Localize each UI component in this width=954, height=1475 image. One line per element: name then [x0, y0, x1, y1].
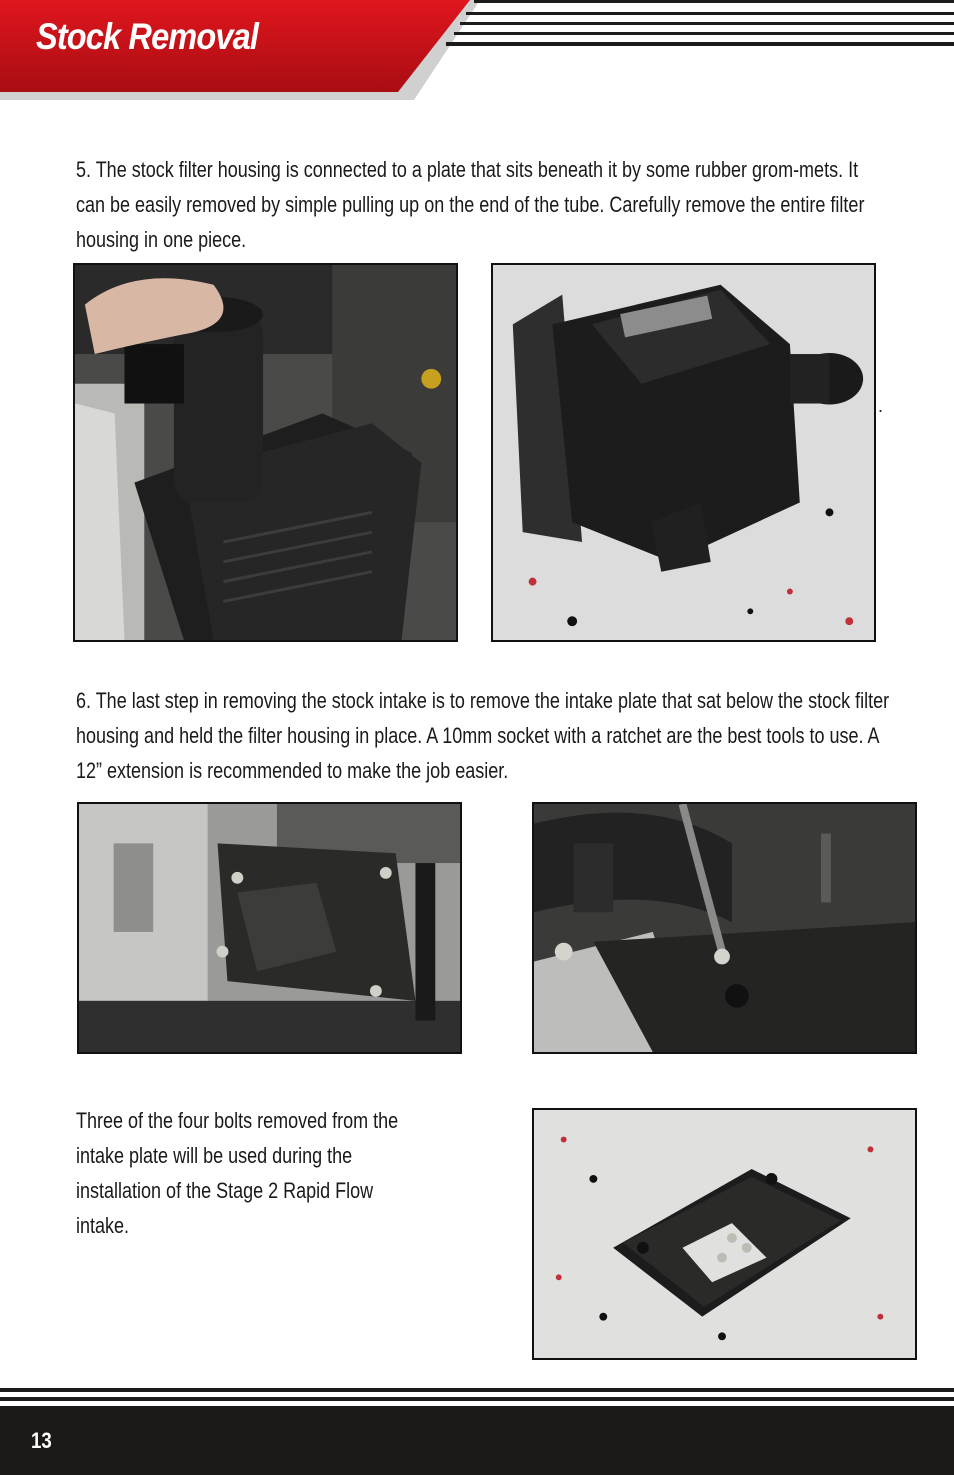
header-rules — [400, 0, 954, 100]
footer-band — [0, 1406, 954, 1475]
step-5-text: 5. The stock filter housing is connected to a plate that sits beneath it by some rubber grom-mets. It can be easily removed by simple pulling up on the end of the tube. Carefully remove the entire filter housing in one piece. — [76, 157, 865, 252]
photo-removed-filter-housing — [491, 263, 876, 642]
footer-rule — [0, 1388, 954, 1392]
photo-removed-plate-with-bolts — [532, 1108, 917, 1360]
bolts-note-text: Three of the four bolts removed from the intake plate will be used during the installation of the Stage 2 Rapid Flow intake. — [76, 1108, 399, 1238]
photo-ratchet-on-bolt — [532, 802, 917, 1054]
step-6-text: 6. The last step in removing the stock intake is to remove the intake plate that sat below the stock filter housing and held the filter housing in place. A 10mm socket with a ratchet are the best tools to use. A 12” extension is recommended to make the job easier. — [76, 688, 890, 783]
stray-mark: . — [878, 396, 884, 416]
footer-rule-2 — [0, 1397, 954, 1401]
photo-lifting-filter-housing — [73, 263, 458, 642]
page-title: Stock Removal — [36, 16, 259, 57]
page-number: 13 — [31, 1428, 52, 1453]
photo-intake-plate-installed — [77, 802, 462, 1054]
